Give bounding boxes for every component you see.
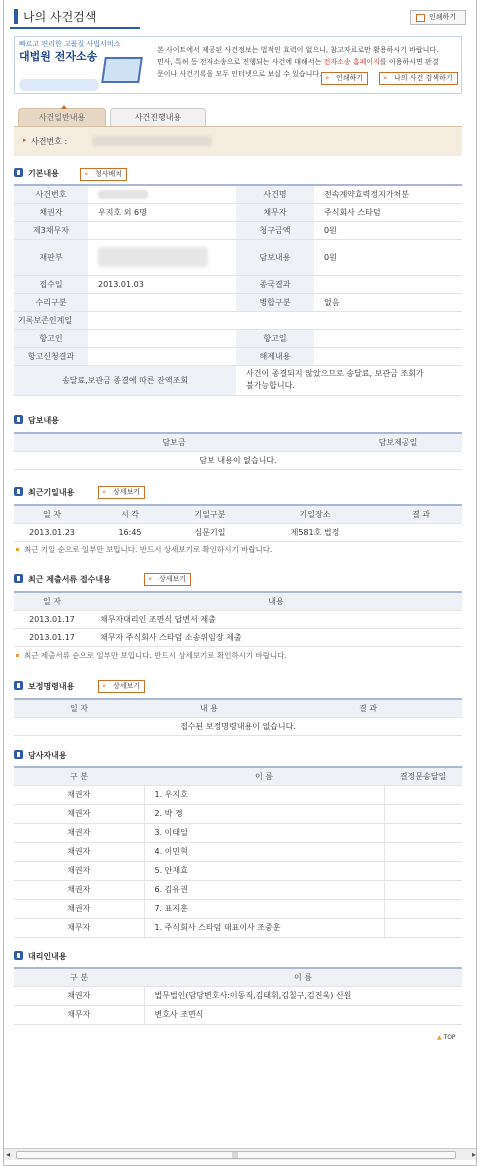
col-header: 결정문송달일 xyxy=(384,767,462,785)
field-value xyxy=(88,221,236,239)
section-bullet-icon xyxy=(14,168,23,177)
double-arrow-icon: » xyxy=(102,682,107,690)
top-link[interactable] xyxy=(437,1034,456,1041)
table-cell: 2. 박 경 xyxy=(144,804,384,823)
security-table xyxy=(14,432,462,470)
banner-print-button[interactable] xyxy=(321,72,368,85)
field-value xyxy=(314,347,462,365)
table-cell: 채권자 xyxy=(14,880,144,899)
table-cell xyxy=(384,823,462,842)
table-cell: 채권자 xyxy=(14,899,144,918)
basic-section-title xyxy=(14,168,59,179)
tab-general-label: 사건일반내용 xyxy=(38,113,86,122)
balance-notice-2: 불가능합니다. xyxy=(246,381,295,390)
field-value xyxy=(314,311,462,329)
basic-title-text: 기본내용 xyxy=(28,169,59,178)
table-cell: 3. 이태일 xyxy=(144,823,384,842)
field-label: 청구금액 xyxy=(236,221,314,239)
table-row xyxy=(14,1005,462,1024)
detail-button-label: 상세보기 xyxy=(113,488,141,496)
empty-message: 담보 내용이 없습니다. xyxy=(14,451,462,469)
field-value xyxy=(88,293,236,311)
top-link-label: TOP xyxy=(443,1034,456,1041)
table-cell: 2013.01.17 xyxy=(14,628,90,646)
agents-title xyxy=(14,951,67,962)
field-value xyxy=(236,365,462,395)
agents-table xyxy=(14,967,462,1025)
table-row xyxy=(14,785,462,804)
field-label: 병합구분 xyxy=(236,293,314,311)
info-row xyxy=(14,185,462,203)
col-header: 기일장소 xyxy=(250,505,380,523)
table-cell: 5. 안재효 xyxy=(144,861,384,880)
table-row xyxy=(14,986,462,1005)
grip-icon: ||| xyxy=(232,1152,239,1159)
table-cell: 채권자 xyxy=(14,986,144,1005)
recent-dates-title-text: 최근기일내용 xyxy=(28,488,75,497)
col-header: 결 과 xyxy=(274,699,462,717)
notice-line-2c: 를 이용하시면 판결 xyxy=(379,58,439,66)
field-value xyxy=(88,347,236,365)
table-cell: 채무자 주식회사 스타덤 소송위임장 제출 xyxy=(90,628,462,646)
scroll-left-arrow-icon[interactable]: ◂ xyxy=(6,1150,11,1159)
title-accent-bar xyxy=(14,9,18,24)
table-row xyxy=(14,523,462,541)
double-arrow-icon: » xyxy=(325,74,330,82)
table-cell: 1. 우지호 xyxy=(144,785,384,804)
banner-decoration xyxy=(19,79,99,91)
up-arrow-icon: ▲ xyxy=(437,1034,442,1041)
court-redacted xyxy=(98,247,208,267)
table-cell: 4. 이민혁 xyxy=(144,842,384,861)
info-row xyxy=(14,311,462,329)
table-cell: 2013.01.23 xyxy=(14,523,90,541)
banner-print-label: 인쇄하기 xyxy=(336,74,364,82)
notice-line-2 xyxy=(157,56,457,68)
section-bullet-icon xyxy=(14,415,23,424)
corrections-detail-button[interactable] xyxy=(98,680,145,693)
recent-dates-table xyxy=(14,504,462,542)
detail-button-label: 상세보기 xyxy=(159,575,187,583)
table-cell: 2013.01.17 xyxy=(14,610,90,628)
agents-title-text: 대리인내용 xyxy=(28,952,67,961)
field-value xyxy=(88,239,236,275)
court-layout-label: 청사배치 xyxy=(95,170,123,178)
col-header: 일 자 xyxy=(14,592,90,610)
parties-title xyxy=(14,750,67,761)
case-tabs xyxy=(14,106,462,160)
corrections-title-text: 보정명령내용 xyxy=(28,682,75,691)
field-value xyxy=(314,275,462,293)
table-cell xyxy=(384,785,462,804)
table-cell: 채권자 xyxy=(14,823,144,842)
case-number-redacted xyxy=(98,190,148,199)
field-value: 2013.01.03 xyxy=(88,275,236,293)
info-row xyxy=(14,275,462,293)
section-bullet-icon xyxy=(14,951,23,960)
info-row xyxy=(14,347,462,365)
recent-docs-title-text: 최근 제출서류 접수내용 xyxy=(28,575,111,584)
table-row xyxy=(14,861,462,880)
field-label: 담보내용 xyxy=(236,239,314,275)
table-cell: 채무자 xyxy=(14,1005,144,1024)
info-row xyxy=(14,203,462,221)
table-row xyxy=(14,918,462,937)
field-value xyxy=(314,329,462,347)
notice-line-2a: 민사, 특허 등 전자소송으로 진행되는 사건에 대해서는 xyxy=(157,58,324,66)
field-label: 사건번호 xyxy=(14,185,88,203)
col-header: 담보금 xyxy=(14,433,334,451)
recent-docs-detail-button[interactable] xyxy=(144,573,191,586)
table-cell: 제581호 법정 xyxy=(250,523,380,541)
notice-line-3: 문이나 사건기록을 모두 인터넷으로 보실 수 있습니다. xyxy=(157,70,322,78)
table-cell: 7. 표지훈 xyxy=(144,899,384,918)
field-value xyxy=(88,185,236,203)
field-label: 재판부 xyxy=(14,239,88,275)
my-case-search-button[interactable] xyxy=(379,72,458,85)
field-label: 해제내용 xyxy=(236,347,314,365)
balance-notice-1: 사건이 종결되지 않았으므로 송달료, 보관금 조회가 xyxy=(246,369,424,378)
table-row xyxy=(14,610,462,628)
col-header: 이 름 xyxy=(144,767,384,785)
table-cell: 심문기일 xyxy=(170,523,250,541)
case-number-box xyxy=(14,126,462,156)
corrections-table xyxy=(14,698,462,736)
section-bullet-icon xyxy=(14,750,23,759)
tab-general[interactable] xyxy=(18,108,106,127)
field-label: 채무자 xyxy=(236,203,314,221)
table-cell xyxy=(380,523,462,541)
recent-docs-table xyxy=(14,591,462,647)
recent-docs-title xyxy=(14,574,111,585)
main-frame xyxy=(3,0,477,1166)
table-row xyxy=(14,804,462,823)
field-label: 사건명 xyxy=(236,185,314,203)
field-value: 0원 xyxy=(314,239,462,275)
field-label: 송달료,보관금 종결에 따른 잔액조회 xyxy=(14,365,236,395)
field-label: 채권자 xyxy=(14,203,88,221)
col-header: 일 자 xyxy=(14,505,90,523)
arrow-right-icon: ▸ xyxy=(23,136,27,144)
printer-icon xyxy=(416,14,425,22)
double-arrow-icon: » xyxy=(148,575,153,583)
info-row xyxy=(14,365,462,395)
section-bullet-icon xyxy=(14,574,23,583)
col-header: 구 분 xyxy=(14,968,144,986)
col-header: 내용 xyxy=(90,592,462,610)
col-header: 결 과 xyxy=(380,505,462,523)
info-row xyxy=(14,293,462,311)
field-label: 종국결과 xyxy=(236,275,314,293)
scroll-right-arrow-icon[interactable]: ▸ xyxy=(471,1150,476,1159)
info-row xyxy=(14,329,462,347)
empty-message: 접수된 보정명령내용이 없습니다. xyxy=(14,717,462,735)
info-row xyxy=(14,239,462,275)
section-bullet-icon xyxy=(14,681,23,690)
table-cell xyxy=(384,918,462,937)
field-value: 주식회사 스타덤 xyxy=(314,203,462,221)
page-title: 나의 사건검색 xyxy=(23,10,97,24)
field-label: 기록보존인계일 xyxy=(14,311,88,329)
col-header: 시 각 xyxy=(90,505,170,523)
banner-brand[interactable]: 대법원 전자소송 xyxy=(19,50,98,63)
tab-active-indicator xyxy=(61,105,67,109)
table-row xyxy=(14,823,462,842)
parties-table xyxy=(14,766,462,938)
col-header: 기일구분 xyxy=(170,505,250,523)
tab-progress-label: 사건진행내용 xyxy=(134,113,182,122)
table-cell xyxy=(384,842,462,861)
horizontal-scrollbar[interactable] xyxy=(4,1148,477,1160)
table-row xyxy=(14,880,462,899)
field-value xyxy=(88,311,236,329)
laptop-icon xyxy=(101,57,143,83)
table-cell: 1. 주식회사 스타덤 대표이사 조중훈 xyxy=(144,918,384,937)
double-arrow-icon: » xyxy=(84,170,89,178)
field-label: 접수일 xyxy=(14,275,88,293)
field-label: 항고인 xyxy=(14,329,88,347)
col-header: 내 용 xyxy=(144,699,274,717)
table-cell: 채무자대리인 조면식 답변서 제출 xyxy=(90,610,462,628)
field-value xyxy=(88,329,236,347)
table-cell xyxy=(384,899,462,918)
col-header: 구 분 xyxy=(14,767,144,785)
basic-info-table xyxy=(14,184,462,396)
table-cell: 변호사 조면식 xyxy=(144,1005,462,1024)
recent-docs-note: 최근 제출서류 순으로 일부만 보입니다. 반드시 상세보기로 확인하시기 바랍니다. xyxy=(14,650,287,661)
col-header: 이 름 xyxy=(144,968,462,986)
security-title-text: 담보내용 xyxy=(28,416,59,425)
field-label: 제3채무자 xyxy=(14,221,88,239)
field-value: 전속계약효력정지가처분 xyxy=(314,185,462,203)
banner-slogan: 빠르고 편리한 고품질 사법서비스 xyxy=(19,40,121,48)
case-number-label: 사건번호 : xyxy=(31,137,68,146)
case-number-redacted xyxy=(92,136,212,146)
field-label xyxy=(236,311,314,329)
table-cell: 6. 김유권 xyxy=(144,880,384,899)
table-cell: 채권자 xyxy=(14,804,144,823)
field-label: 수리구분 xyxy=(14,293,88,311)
table-row xyxy=(14,628,462,646)
title-underline xyxy=(10,27,140,29)
field-value: 없음 xyxy=(314,293,462,311)
parties-title-text: 당사자내용 xyxy=(28,751,67,760)
detail-button-label: 상세보기 xyxy=(113,682,141,690)
ecourt-banner xyxy=(14,36,462,94)
ecourt-link[interactable]: 전자소송 홈페이지 xyxy=(323,58,380,66)
field-value: 우지호 외 6명 xyxy=(88,203,236,221)
field-value: 0원 xyxy=(314,221,462,239)
court-layout-button[interactable] xyxy=(80,168,127,181)
section-bullet-icon xyxy=(14,487,23,496)
scrollbar-thumb[interactable] xyxy=(16,1151,456,1159)
security-section-title xyxy=(14,415,59,426)
table-cell: 채권자 xyxy=(14,785,144,804)
table-cell: 16:45 xyxy=(90,523,170,541)
table-cell: 법무법인(담당변호사:이동직,김태휘,김칠구,김진욱) 신원 xyxy=(144,986,462,1005)
tab-progress[interactable] xyxy=(110,108,206,127)
table-row xyxy=(14,899,462,918)
col-header: 일 자 xyxy=(14,699,144,717)
table-cell: 채무자 xyxy=(14,918,144,937)
recent-dates-detail-button[interactable] xyxy=(98,486,145,499)
field-label: 항고일 xyxy=(236,329,314,347)
table-cell: 채권자 xyxy=(14,842,144,861)
table-row xyxy=(14,842,462,861)
field-label: 항고신청결과 xyxy=(14,347,88,365)
col-header: 담보제공일 xyxy=(334,433,462,451)
print-button[interactable] xyxy=(410,10,466,25)
table-cell xyxy=(384,880,462,899)
info-row xyxy=(14,221,462,239)
print-button-label: 인쇄하기 xyxy=(429,13,457,21)
my-case-search-label: 나의 사건 검색하기 xyxy=(394,74,453,82)
table-cell xyxy=(384,861,462,880)
double-arrow-icon: » xyxy=(383,74,388,82)
corrections-title xyxy=(14,681,74,692)
notice-line-1: 본 사이트에서 제공된 사건정보는 법적인 효력이 없으니, 참고자료로만 활용하시기 바랍니다. xyxy=(157,46,439,54)
recent-dates-title xyxy=(14,487,74,498)
recent-dates-note: 최근 기일 순으로 일부만 보입니다. 반드시 상세보기로 확인하시기 바랍니다. xyxy=(14,544,272,555)
double-arrow-icon: » xyxy=(102,488,107,496)
table-cell xyxy=(384,804,462,823)
table-cell: 채권자 xyxy=(14,861,144,880)
page-header xyxy=(10,6,470,28)
